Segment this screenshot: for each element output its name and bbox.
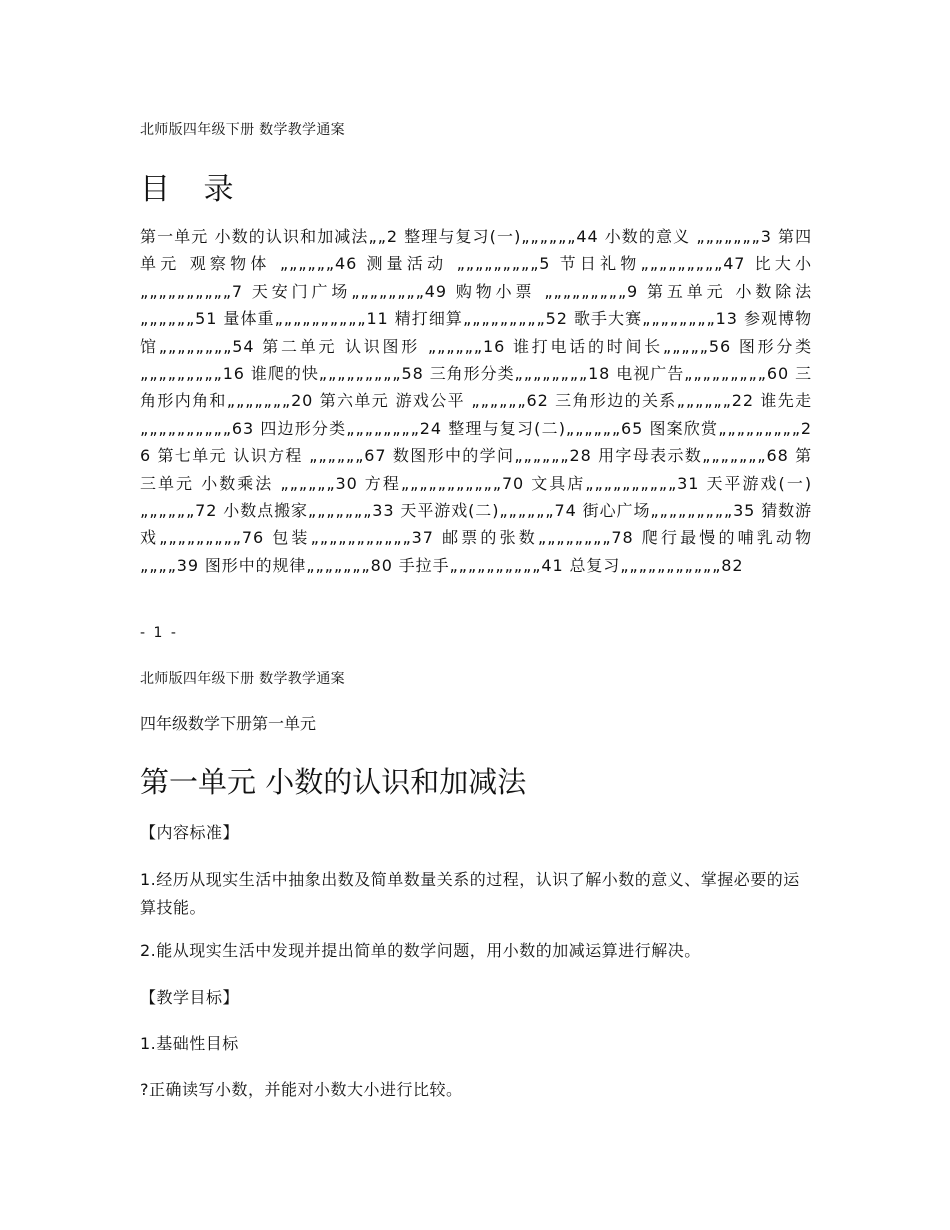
paragraph: 1.基础性目标 [140, 1034, 239, 1053]
page-header: 北师版四年级下册 数学教学通案 [140, 122, 345, 138]
page-header: 北师版四年级下册 数学教学通案 [140, 671, 345, 687]
table-of-contents: 第一单元 小数的认识和加减法„„2 整理与复习(一)„„„„„„44 小数的意义 „„„„„„„3 第四单元 观察物体 „„„„„„46 测量活动 „„„„„„„„„5 节日礼物„„„„„„„„„47 比大小 „„„„„„„„„„7 天安门广场„„„„„„„„49 购物小票 „„„„„„„„„9 第五单元 小数除法 „„„„„„51 量体重„„„„„„„„„„11 精打细算„„„„„„„„„52 歌手大赛„„„„„„„„13 参观博物馆„„„„„„„„54 第二单元 认识图形 „„„„„„16 谁打电话的时间长„„„„„56 图形分类„„„„„„„„„16 谁爬的快„„„„„„„„„58 三角形分类„„„„„„„„18 电视广告„„„„„„„„„60 三角形内角和„„„„„„„20 第六单元 游戏公平 „„„„„„62 三角形边的关系„„„„„„22 谁先走„„„„„„„„„„63 四边形分类„„„„„„„„24 整理与复习(二)„„„„„„65 图案欣赏„„„„„„„„„26 第七单元 认识方程 „„„„„„67 数图形中的学问„„„„„„28 用字母表示数„„„„„„„68 第三单元 小数乘法 „„„„„„30 方程„„„„„„„„„„„70 文具店„„„„„„„„„„31 天平游戏(一)„„„„„„72 小数点搬家„„„„„„„33 天平游戏(二)„„„„„„74 街心广场„„„„„„„„„35 猜数游戏„„„„„„„„„76 包装„„„„„„„„„„„37 邮票的张数„„„„„„„„78 爬行最慢的哺乳动物„„„„39 图形中的规律„„„„„„„80 手拉手„„„„„„„„„„41 总复习„„„„„„„„„„„82 [140, 227, 812, 575]
section-heading-teaching-goals: 【教学目标】 [140, 988, 240, 1007]
unit-title: 第一单元 小数的认识和加减法 [140, 765, 527, 799]
toc-title: 目 录 [140, 172, 246, 207]
section-heading-content-standard: 【内容标准】 [140, 823, 240, 842]
paragraph: ?正确读写小数，并能对小数大小进行比较。 [140, 1080, 463, 1099]
unit-subtitle: 四年级数学下册第一单元 [140, 714, 317, 733]
paragraph: 1.经历从现实生活中抽象出数及简单数量关系的过程，认识了解小数的意义、掌握必要的运算技能。 [140, 870, 800, 917]
paragraph: 2.能从现实生活中发现并提出简单的数学问题，用小数的加减运算进行解决。 [140, 941, 701, 960]
page-number: - 1 - [140, 625, 178, 641]
